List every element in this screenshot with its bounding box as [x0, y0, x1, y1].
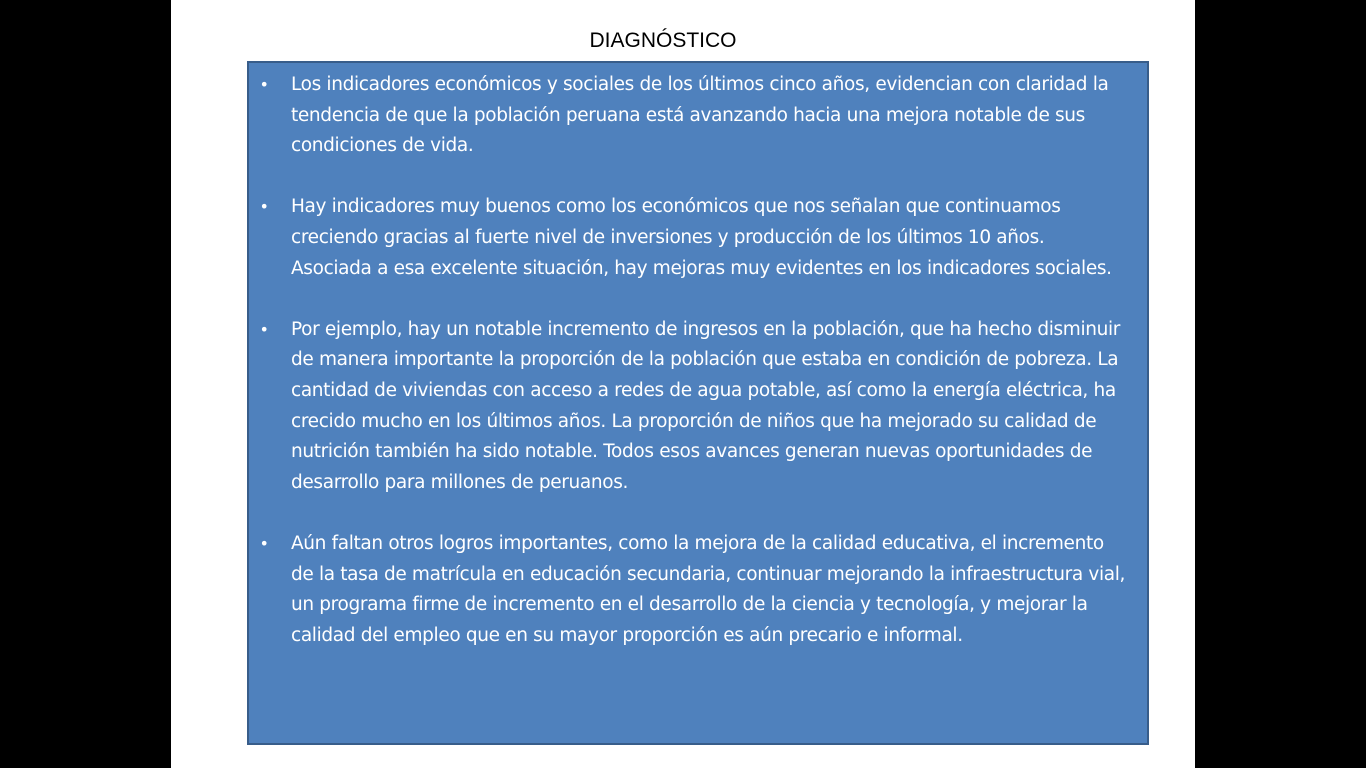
content-box: [247, 61, 1149, 745]
bullet-item: [249, 315, 1147, 499]
bullet-item: [249, 70, 1147, 162]
bullet-text: Hay indicadores muy buenos como los económicos que nos señalan que continuamos creciendo gracias al fuerte nivel de inversiones y producción de los últimos 10 años. Asociada a esa excelente situación, hay mejoras muy evidentes en los indicadores sociales.: [291, 196, 1112, 279]
bullet-text: Los indicadores económicos y sociales de los últimos cinco años, evidencian con claridad la tendencia de que la población peruana está avanzando hacia una mejora notable de sus condiciones de vida.: [291, 74, 1109, 157]
bullet-icon: •: [259, 197, 269, 217]
slide: [171, 0, 1195, 768]
bullet-item: [249, 529, 1147, 651]
bullet-text: Aún faltan otros logros importantes, como la mejora de la calidad educativa, el incremento de la tasa de matrícula en educación secundaria, continuar mejorando la infraestructura vial, un programa firme de incremento en el desarrollo de la ciencia y tecnología, y mejorar la calidad del empleo que en su mayor proporción es aún precario e informal.: [291, 532, 1126, 646]
bullet-list: [249, 70, 1147, 651]
bullet-icon: •: [259, 533, 269, 553]
bullet-text: Por ejemplo, hay un notable incremento de ingresos en la población, que ha hecho disminuir de manera importante la proporción de la población que estaba en condición de pobreza. La cantidad de viviendas con acceso a redes de agua potable, así como la energía eléctrica, ha crecido mucho en los últimos años. La proporción de niños que ha mejorado su calidad de nutrición también ha sido notable. Todos esos avances generan nuevas oportunidades de desarrollo para millones de peruanos.: [291, 318, 1121, 493]
bullet-icon: •: [259, 319, 269, 339]
bullet-icon: •: [259, 75, 269, 94]
bullet-item: [249, 192, 1147, 284]
slide-title: DIAGNÓSTICO: [589, 29, 737, 52]
